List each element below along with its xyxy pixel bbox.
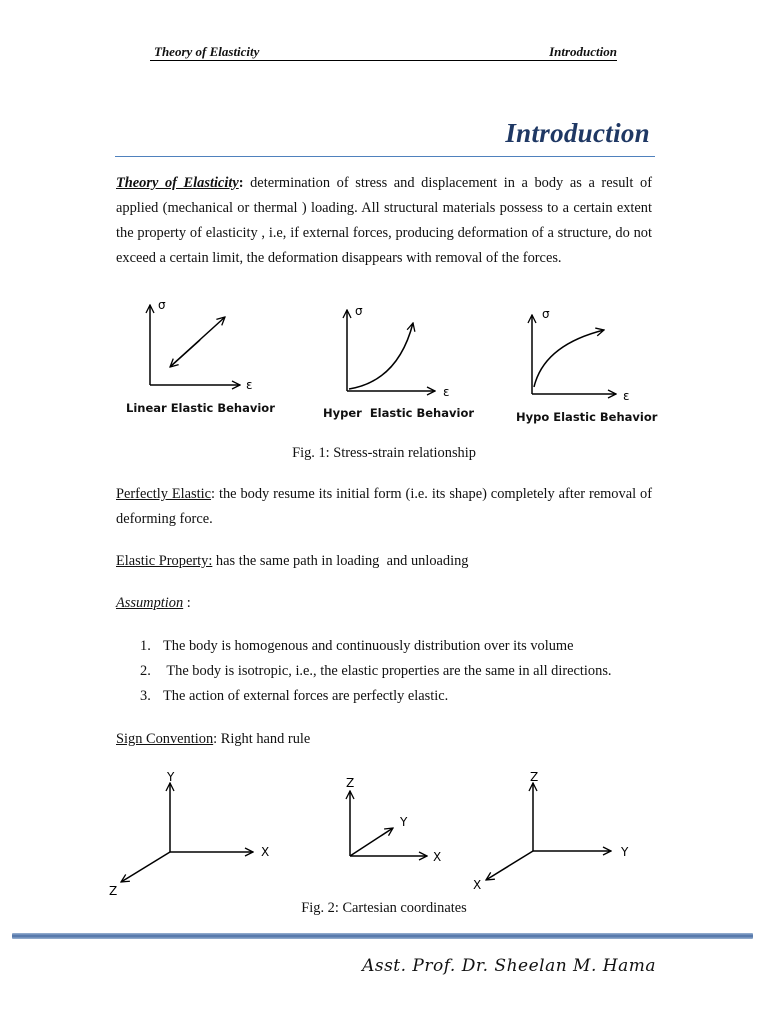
title-divider [115,156,655,157]
axis-label-right: X [433,850,442,864]
axis-label-right: Y [621,845,629,859]
perfectly-elastic-text: : the body resume its initial form (i.e. its shape) completely after removal of deforming force. [116,486,652,527]
list-text: The body is homogenous and continuously distribution over its volume [163,638,574,654]
diag-axis [486,851,533,880]
author-signature: Asst. Prof. Dr. Sheelan M. Hama [362,956,656,976]
assumption-list [140,634,660,709]
perfectly-elastic-paragraph [116,482,652,532]
page-header [150,44,617,61]
assumption-sep: : [183,595,191,611]
unloading-arrow [170,340,200,367]
assumption-heading [116,591,652,616]
hypo-elastic-label: Hypo Elastic Behavior [516,410,658,424]
axis-label-up: Y [167,770,175,784]
perfectly-elastic-term: Perfectly Elastic [116,486,212,502]
axis-label-diag: Z [109,884,118,898]
strain-symbol: ε [623,389,630,403]
axis-label-diag: Y [400,815,408,829]
list-text: The body is isotropic, i.e., the elastic properties are the same in all directions. [163,663,612,679]
intro-paragraph [116,171,652,271]
strain-symbol: ε [246,378,253,392]
axis-label-up: Z [346,776,355,790]
header-subject: Theory of Elasticity [154,44,260,59]
intro-text: determination of stress and displacement in a body as a result of applied (mechanical or thermal ) loading. All structural materials possess to a certain extent the property of elasticity , i.e, if external forces, producing deformation of a structure, do not exceed a certain limit, the deformation disappears with removal of the forces. [116,175,652,266]
coordinate-system-1 [109,770,269,898]
elastic-property-term: Elastic Property: [116,553,213,569]
stress-symbol: σ [158,298,166,312]
stress-symbol: σ [355,304,363,318]
elastic-property-text: has the same path in loading and unloading [212,553,469,569]
page-title: Introduction [505,118,650,148]
hypo-elastic-diagram [532,307,630,403]
sign-convention-text: : Right hand rule [213,731,311,747]
coordinate-system-2 [346,776,441,864]
elastic-property-paragraph [116,549,652,574]
list-item [140,634,660,659]
hyper-curve [349,323,413,389]
axis-label-diag: X [473,878,482,892]
fig1-caption: Fig. 1: Stress-strain relationship [292,445,476,461]
assumption-term: Assumption [116,595,184,611]
list-text: The action of external forces are perfectly elastic. [163,688,449,704]
hypo-curve [534,330,604,387]
diag-axis [121,852,170,882]
list-number: 1. [140,638,151,654]
list-item [140,659,660,684]
header-section: Introduction [549,44,617,59]
sign-convention-paragraph [116,727,652,752]
diag-axis [350,828,393,856]
fig2-caption: Fig. 2: Cartesian coordinates [301,900,467,916]
hyper-elastic-label: Hyper Elastic Behavior [323,406,475,420]
hyper-elastic-diagram [347,304,450,399]
axis-label-up: Z [530,770,539,784]
axis-label-right: X [261,845,270,859]
intro-sep: : [238,175,244,191]
linear-elastic-diagram [150,298,253,392]
list-item [140,684,660,709]
list-number: 3. [140,688,151,704]
list-number: 2. [140,663,151,679]
coordinate-systems-figure [0,765,768,900]
intro-term: Theory of Elasticity [116,175,239,191]
sign-convention-term: Sign Convention [116,731,214,747]
strain-symbol: ε [443,385,450,399]
coordinate-system-3 [473,770,629,892]
linear-elastic-label: Linear Elastic Behavior [126,401,275,415]
footer-divider [12,933,753,939]
stress-symbol: σ [542,307,550,321]
